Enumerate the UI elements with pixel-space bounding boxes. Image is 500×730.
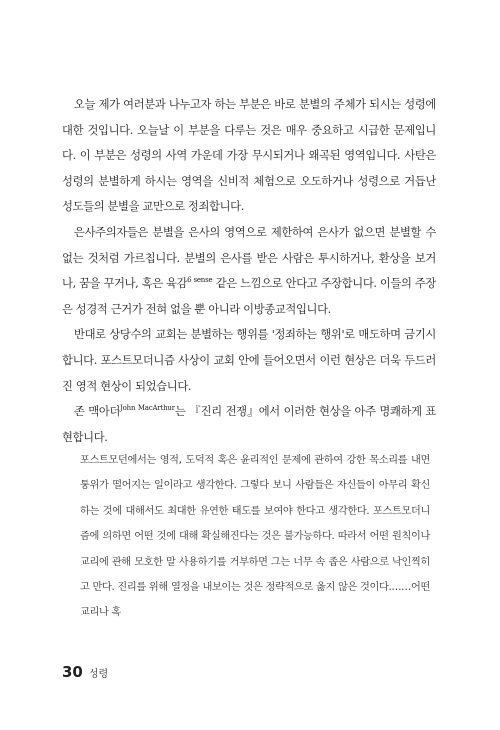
page-number: 30 bbox=[62, 663, 83, 681]
paragraph-1: 오늘 제가 여러분과 나누고자 하는 부분은 바로 분별의 주체가 되시는 성령에 대한 것입니다. 오늘날 이 부분을 다루는 것은 매우 중요하고 시급한 문제입니다. 이 부분은 성령의 사역 가운데 가장 무시되거나 왜곡된 영역입니다. 사탄은 성령의 분별하게 하시는 영역을 신비적 체험으로 오도하거나 성령으로 거듭난 성도들의 분별을 교만으로 정죄합니다. bbox=[62, 98, 436, 214]
paragraph-2-text-a: 은사주의자들은 분별을 은사의 영역으로 제한하여 은사가 없으면 분별할 수 없는 것처럼 가르칩니다. 분별의 은사를 받은 사람은 투시하거나, 환상을 보거나, 꿈을 꾸거나, 혹은 육감 bbox=[62, 225, 436, 291]
paragraph-3: 반대로 상당수의 교회는 분별하는 행위를 '정죄하는 행위'로 매도하며 금기시합니다. 포스트모더니즘 사상이 교회 안에 들어오면서 이런 현상은 더욱 두드러진 영적 현상이 되었습니다. bbox=[62, 328, 436, 393]
block-quote: 포스트모던에서는 영적, 도덕적 혹은 윤리적인 문제에 관하여 강한 목소리를 내면 퉁위가 떨어지는 일이라고 생각한다. 그렇다 보니 사람들은 자신들이 아무리 확신하는 것에 대해서도 최대한 유연한 태도를 보여야 한다고 생각한다. 포스트모더니즘에 의하면 어떤 것에 대해 확실해진다는 것은 불가능하다. 따라서 어떤 원칙이나 교리에 관해 모호한 말 사용하기를 거부하면 그는 너무 속 좁은 사람으로 낙인찍히고 만다. 진리를 위해 열정을 내보이는 것은 정략적으로 옳지 않은 것이다.……어떤 교리나 혹 bbox=[80, 455, 430, 619]
main-body-text bbox=[62, 92, 436, 450]
paragraph-2-text-b: 같은 느낌으로 안다고 주장합니다. 이들의 주장은 성경적 근거가 전혀 없을 뿐 아니라 이방종교적입니다. bbox=[62, 277, 436, 316]
paragraph-4-text-b: 는 『진리 전쟁』에서 이러한 현상을 아주 명쾌하게 표현합니다. bbox=[62, 405, 437, 444]
running-title: 성령 bbox=[88, 669, 109, 680]
page-footer bbox=[62, 663, 108, 681]
paragraph-4 bbox=[62, 399, 436, 450]
paragraph-4-text-a: 존 맥아더 bbox=[74, 405, 121, 419]
foreign-term-sixth-sense: 6 sense bbox=[187, 276, 213, 285]
foreign-name-john-macarthur: John MacArthur bbox=[120, 404, 175, 413]
paragraph-2 bbox=[62, 220, 436, 322]
